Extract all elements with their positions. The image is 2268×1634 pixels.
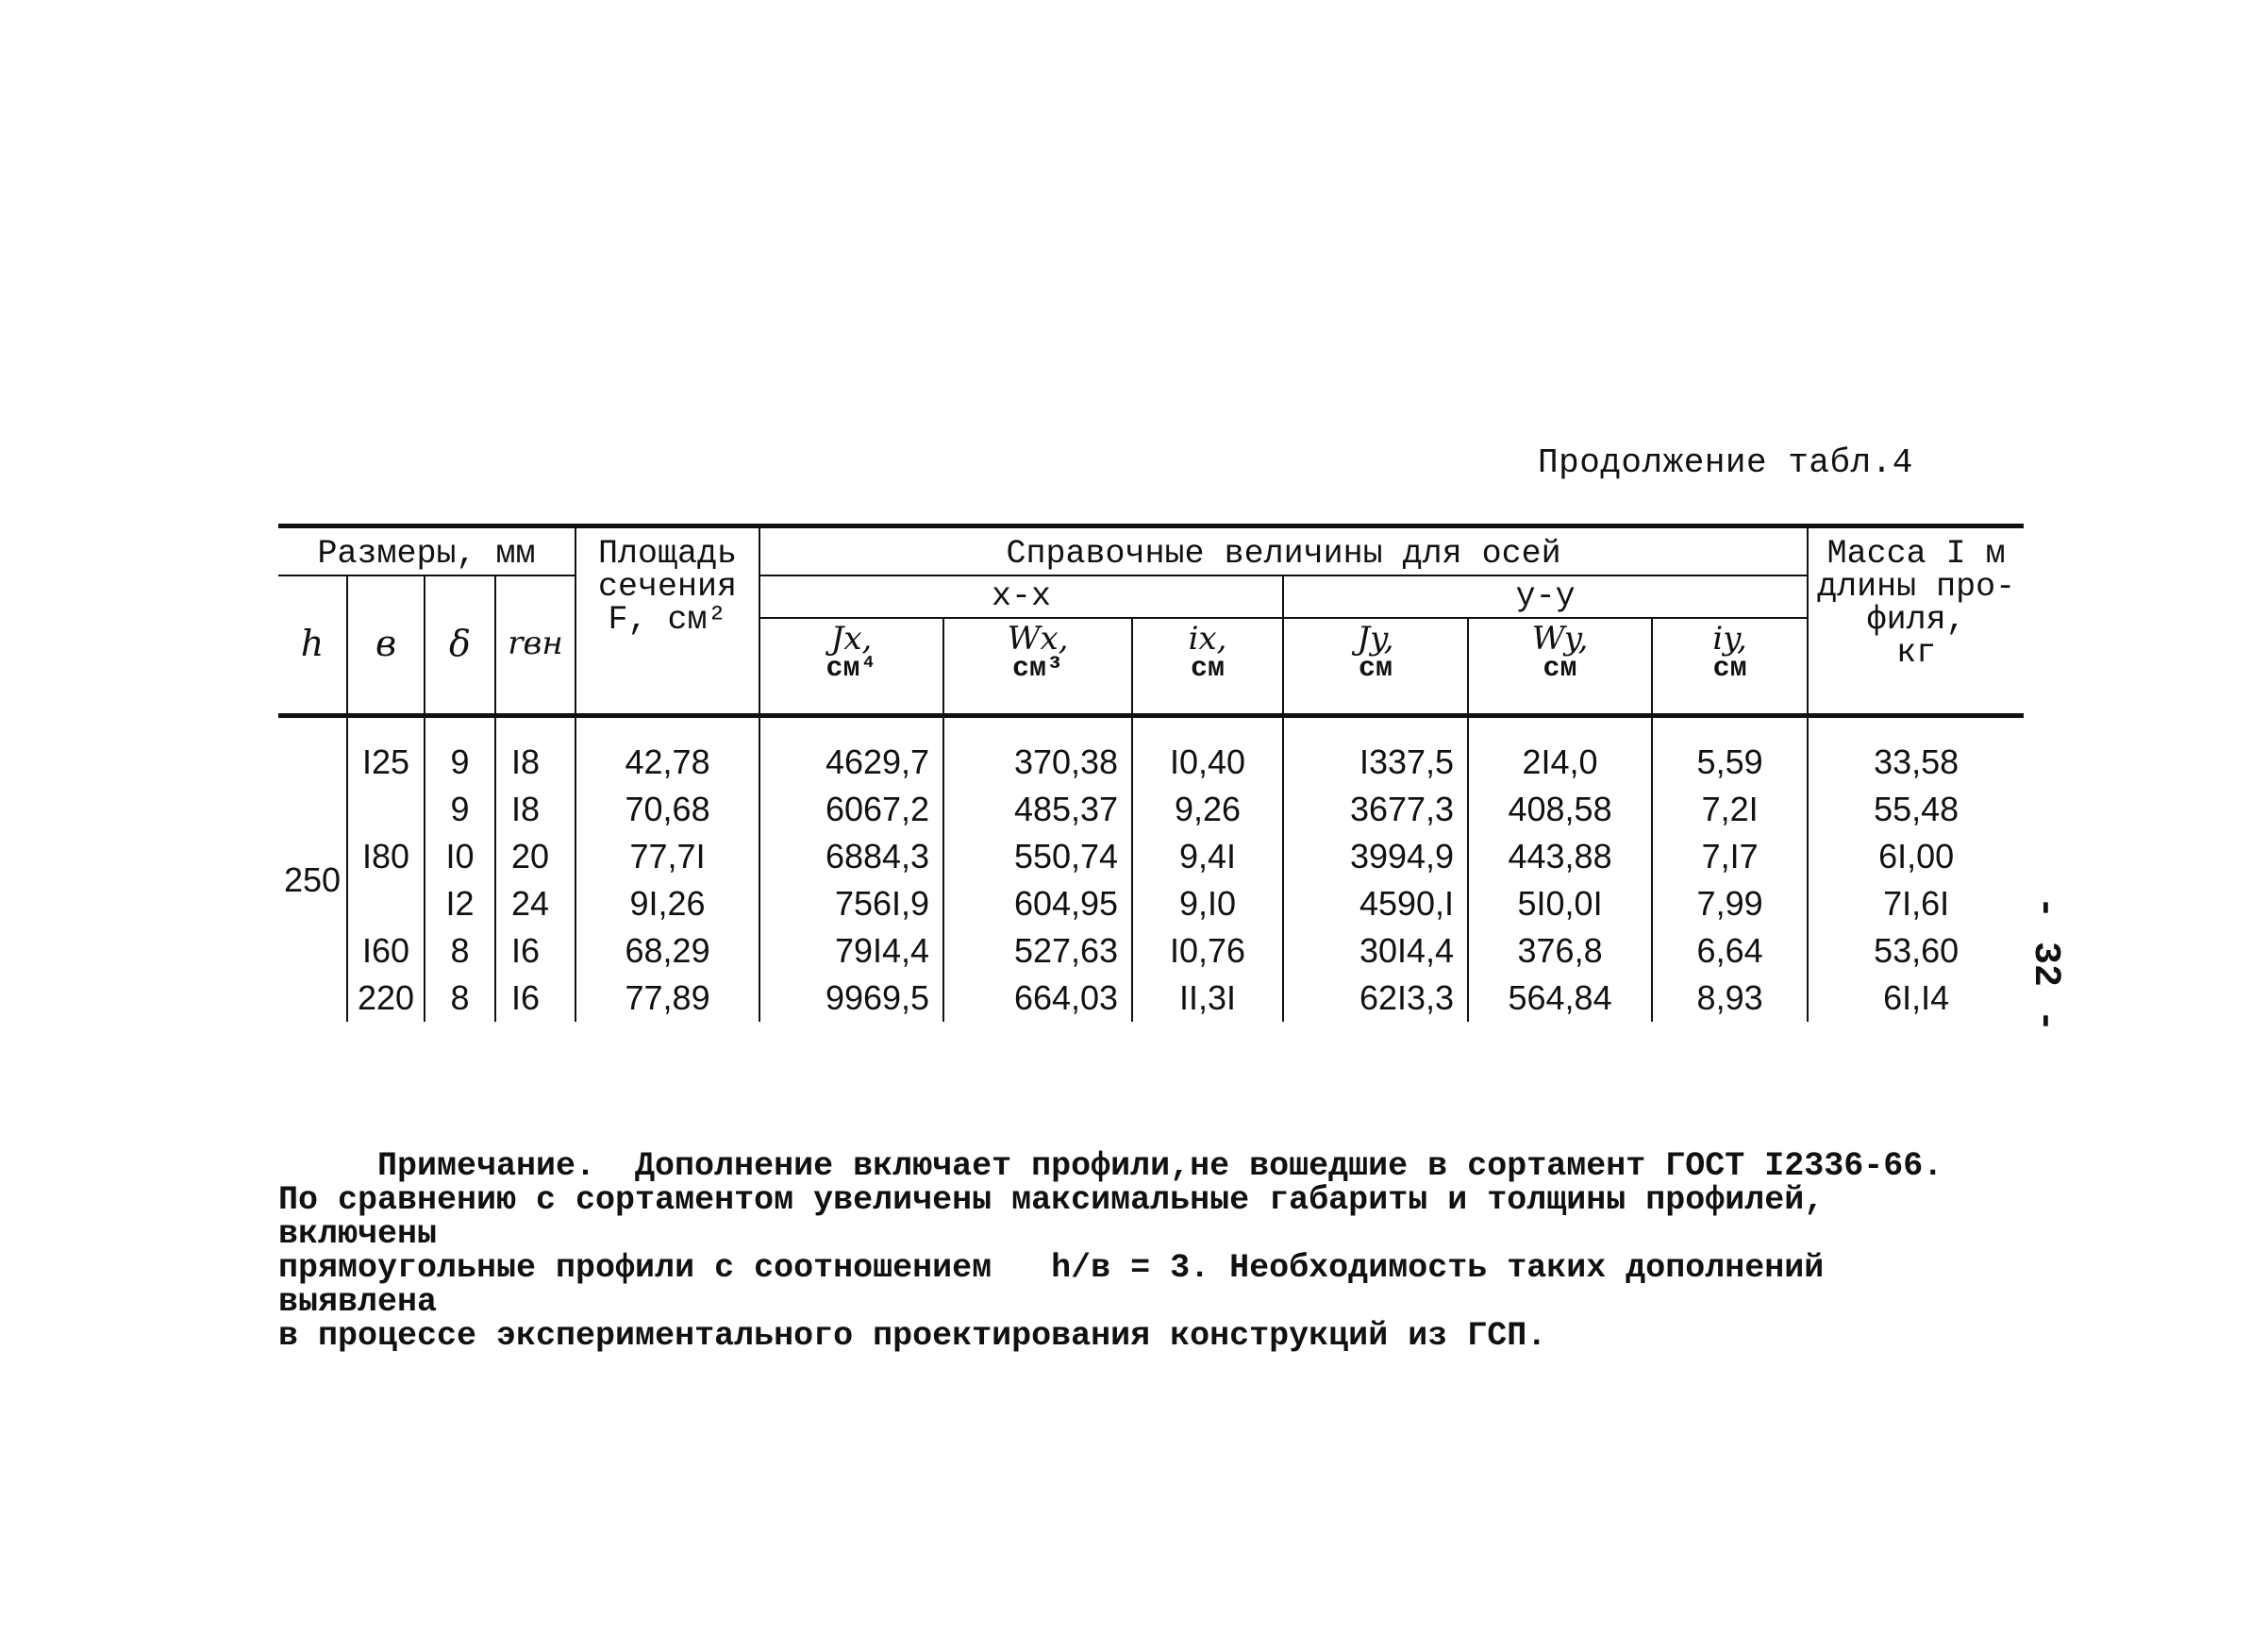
cell-iy: 7,99: [1652, 880, 1808, 927]
cell-delta: 8: [425, 927, 495, 975]
cell-delta: 8: [425, 975, 495, 1022]
cell-b: I25: [347, 739, 425, 786]
table-spacer-row: [278, 716, 2024, 740]
profile-table: [278, 524, 2024, 1022]
cell-iy: 6,64: [1652, 927, 1808, 975]
table-row: [278, 880, 2024, 927]
header-wx: Wx, см³: [943, 618, 1132, 716]
cell-wy: 408,58: [1468, 786, 1652, 833]
cell-f: 9I,26: [575, 880, 759, 927]
cell-wy: 2I4,0: [1468, 739, 1652, 786]
cell-wx: 604,95: [943, 880, 1132, 927]
header-mass-line-1: Масса I м: [1826, 535, 2006, 573]
header-mass-line-3: филя,: [1866, 601, 1966, 639]
cell-iy: 5,59: [1652, 739, 1808, 786]
cell-wx: 370,38: [943, 739, 1132, 786]
cell-r: I6: [495, 975, 575, 1022]
cell-r: 20: [495, 833, 575, 880]
cell-jx: 9969,5: [759, 975, 943, 1022]
header-r: rвн: [495, 575, 575, 716]
cell-b: I80: [347, 833, 425, 880]
note-line-2: По сравнению с сортаментом увеличены максимальные габариты и толщины профилей, включены: [278, 1181, 1844, 1253]
cell-wy: 5I0,0I: [1468, 880, 1652, 927]
cell-wx: 527,63: [943, 927, 1132, 975]
header-reference: Справочные величины для осей: [759, 526, 1808, 576]
cell-f: 68,29: [575, 927, 759, 975]
cell-f: 77,89: [575, 975, 759, 1022]
header-mass-line-4: кг: [1896, 634, 1937, 672]
header-area-line-1: Площадь: [598, 535, 738, 573]
cell-h: 250: [284, 860, 342, 899]
cell-jy: 3677,3: [1283, 786, 1468, 833]
cell-f: 70,68: [575, 786, 759, 833]
cell-jy: 62I3,3: [1283, 975, 1468, 1022]
cell-delta: I2: [425, 880, 495, 927]
cell-f: 42,78: [575, 739, 759, 786]
table-caption: Продолжение табл.4: [1538, 443, 1913, 482]
table-row: [278, 833, 2024, 880]
cell-jx: 756I,9: [759, 880, 943, 927]
note-line-3: прямоугольные профили с соотношением h/в = 3. Необходимость таких дополнений выявлена: [278, 1249, 1844, 1321]
cell-iy: 7,I7: [1652, 833, 1808, 880]
cell-jy: 4590,I: [1283, 880, 1468, 927]
header-sizes: Размеры, мм: [278, 526, 575, 576]
cell-ix: 9,26: [1132, 786, 1283, 833]
table-row: [278, 786, 2024, 833]
header-area-line-3: F, см²: [608, 601, 727, 639]
cell-wy: 564,84: [1468, 975, 1652, 1022]
cell-ix: I0,40: [1132, 739, 1283, 786]
table-row: [278, 739, 2024, 786]
cell-wx: 485,37: [943, 786, 1132, 833]
cell-wx: 550,74: [943, 833, 1132, 880]
cell-wx: 664,03: [943, 975, 1132, 1022]
cell-iy: 8,93: [1652, 975, 1808, 1022]
cell-mass: 6I,00: [1808, 833, 2024, 880]
cell-ix: 9,4I: [1132, 833, 1283, 880]
cell-delta: 9: [425, 739, 495, 786]
cell-jy: 30I4,4: [1283, 927, 1468, 975]
header-delta: δ: [425, 575, 495, 716]
cell-iy: 7,2I: [1652, 786, 1808, 833]
cell-delta: I0: [425, 833, 495, 880]
cell-delta: 9: [425, 786, 495, 833]
note-line-4: в процессе экспериментального проектирования конструкций из ГСП.: [278, 1317, 1547, 1355]
header-axis-y: у-у: [1283, 575, 1808, 618]
header-mass: [1808, 526, 2024, 716]
cell-jx: 79I4,4: [759, 927, 943, 975]
note-block: [278, 1149, 1976, 1353]
header-iy: iy, см: [1652, 618, 1808, 716]
page-number: - 32 -: [2024, 896, 2066, 1033]
cell-ix: 9,I0: [1132, 880, 1283, 927]
cell-mass: 53,60: [1808, 927, 2024, 975]
cell-r: 24: [495, 880, 575, 927]
table-row: [278, 975, 2024, 1022]
cell-mass: 55,48: [1808, 786, 2024, 833]
table-row: [278, 927, 2024, 975]
cell-b: [347, 786, 425, 833]
header-h: h: [278, 575, 347, 716]
cell-b: I60: [347, 927, 425, 975]
header-b: в: [347, 575, 425, 716]
header-jy: Jy, см: [1283, 618, 1468, 716]
cell-mass: 33,58: [1808, 739, 2024, 786]
cell-ix: I0,76: [1132, 927, 1283, 975]
cell-r: I8: [495, 739, 575, 786]
header-wy: Wy, см: [1468, 618, 1652, 716]
cell-b: 220: [347, 975, 425, 1022]
cell-f: 77,7I: [575, 833, 759, 880]
cell-b: [347, 880, 425, 927]
cell-wy: 376,8: [1468, 927, 1652, 975]
profile-table-container: [278, 524, 2024, 1022]
header-ix: ix, см: [1132, 618, 1283, 716]
cell-mass: 6I,I4: [1808, 975, 2024, 1022]
cell-jy: 3994,9: [1283, 833, 1468, 880]
cell-mass: 7I,6I: [1808, 880, 2024, 927]
cell-r: I8: [495, 786, 575, 833]
cell-wy: 443,88: [1468, 833, 1652, 880]
header-area: [575, 526, 759, 716]
header-jx: Jx, см⁴: [759, 618, 943, 716]
cell-jx: 4629,7: [759, 739, 943, 786]
cell-jx: 6884,3: [759, 833, 943, 880]
header-area-line-2: сечения: [598, 568, 738, 606]
header-mass-line-2: длины про-: [1817, 568, 2016, 606]
cell-ix: II,3I: [1132, 975, 1283, 1022]
note-line-1: Примечание. Дополнение включает профили,не вошедшие в сортамент ГОСТ I2336-66.: [377, 1147, 1943, 1185]
header-axis-x: х-х: [759, 575, 1283, 618]
cell-jx: 6067,2: [759, 786, 943, 833]
cell-jy: I337,5: [1283, 739, 1468, 786]
cell-r: I6: [495, 927, 575, 975]
